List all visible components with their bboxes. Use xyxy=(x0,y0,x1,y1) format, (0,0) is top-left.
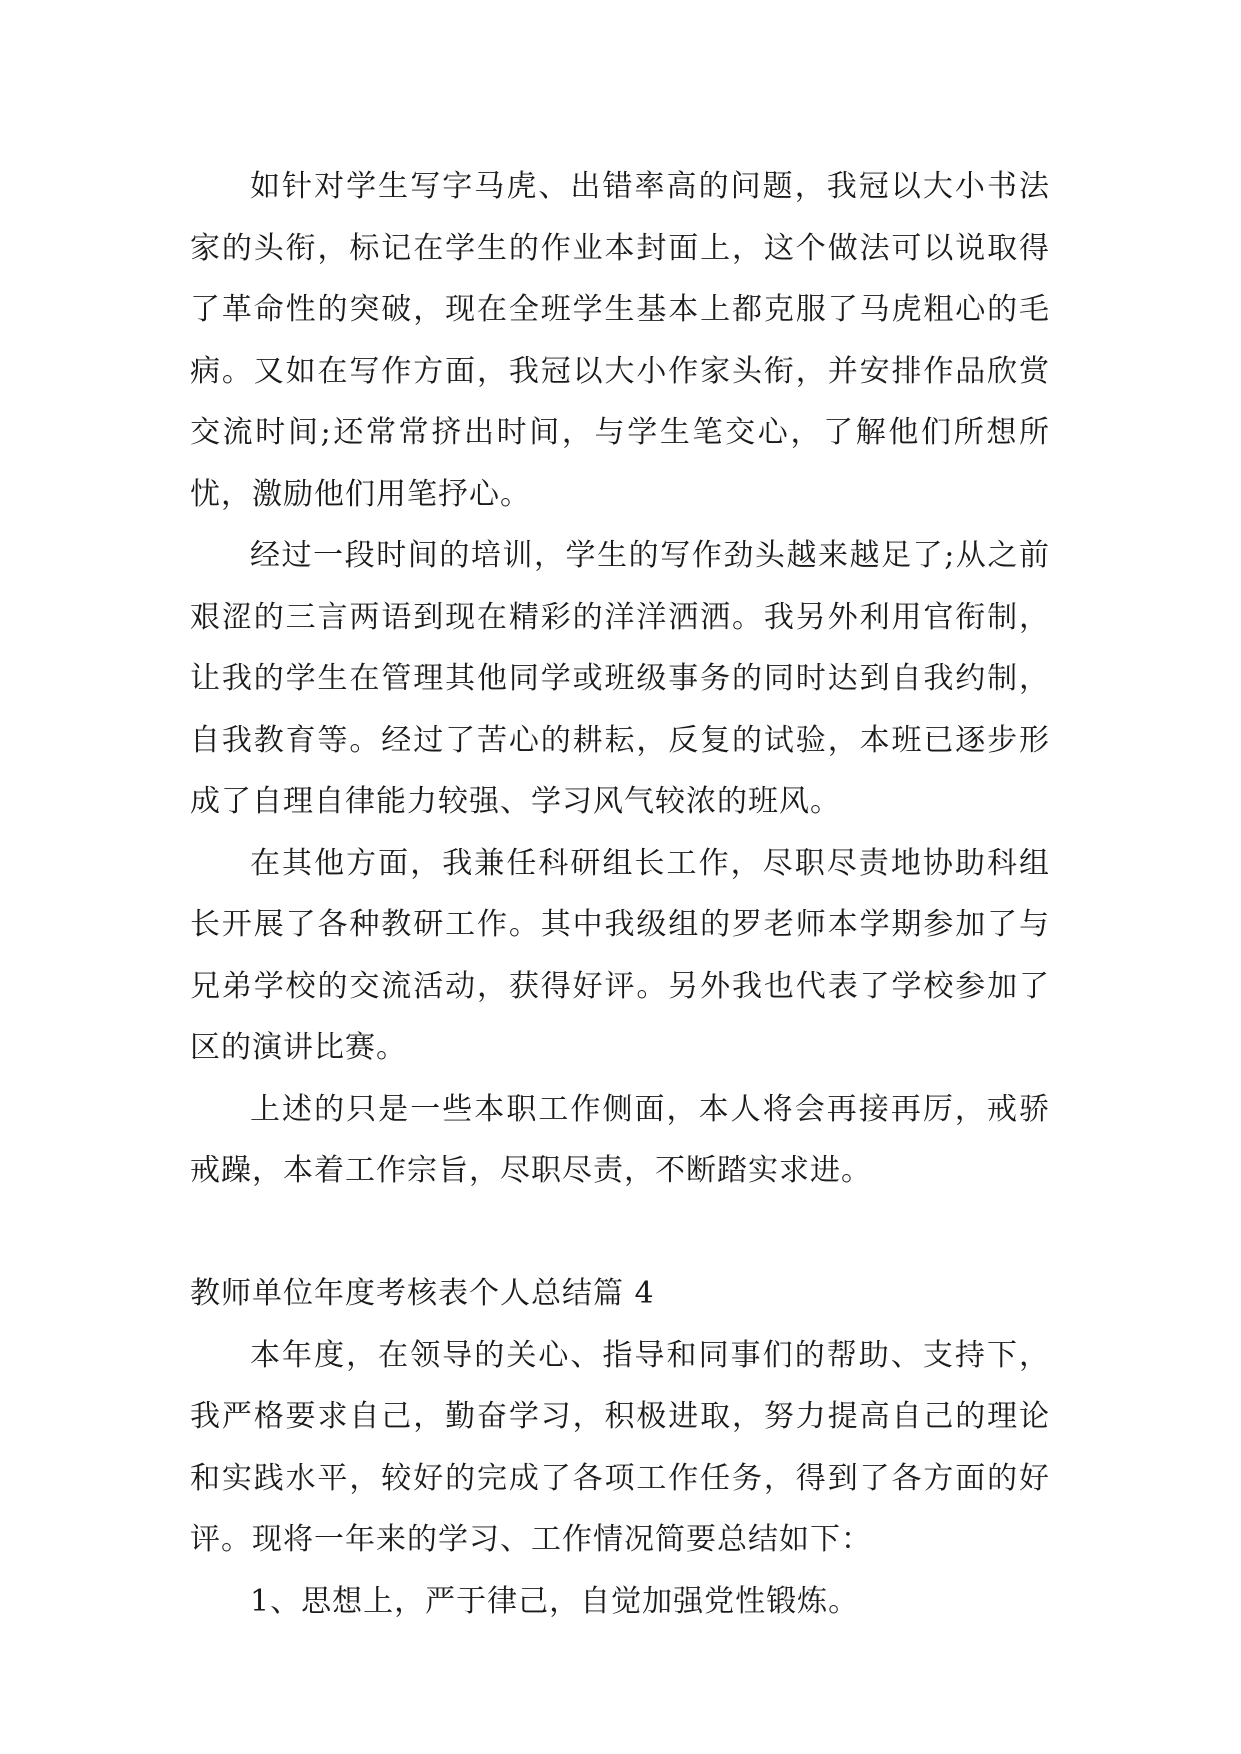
paragraph-conclusion: 上述的只是一些本职工作侧面，本人将会再接再厉，戒骄戒躁，本着工作宗旨，尽职尽责，不断踏实求进。 xyxy=(190,1091,1050,1188)
paragraph-handwriting-title: 如针对学生写字马虎、出错率高的问题，我冠以大小书法家的头衔，标记在学生的作业本封面上，这个做法可以说取得了革命性的突破，现在全班学生基本上都克服了马虎粗心的毛病。又如在写作方面，我冠以大小作家头衔，并安排作品欣赏交流时间;还常常挤出时间，与学生笔交心，了解他们所想所忧，激励他们用笔抒心。 xyxy=(190,169,1050,512)
paragraph-item-1: 1、思想上，严于律己，自觉加强党性锻炼。 xyxy=(250,1583,860,1619)
document-body xyxy=(190,156,1050,1632)
section-heading: 教师单位年度考核表个人总结篇 4 xyxy=(190,1276,655,1311)
paragraph-year-summary: 本年度，在领导的关心、指导和同事们的帮助、支持下，我严格要求自己，勤奋学习，积极进取，努力提高自己的理论和实践水平，较好的完成了各项工作任务，得到了各方面的好评。现将一年来的学习、工作情况简要总结如下： xyxy=(190,1337,1050,1557)
paragraph-other-work: 在其他方面，我兼任科研组长工作，尽职尽责地协助科组长开展了各种教研工作。其中我级组的罗老师本学期参加了与兄弟学校的交流活动，获得好评。另外我也代表了学校参加了区的演讲比赛。 xyxy=(190,845,1050,1065)
paragraph-writing-progress: 经过一段时间的培训，学生的写作劲头越来越足了;从之前艰涩的三言两语到现在精彩的洋洋洒洒。我另外利用官衔制，让我的学生在管理其他同学或班级事务的同时达到自我约制，自我教育等。经过了苦心的耕耘，反复的试验，本班已逐步形成了自理自律能力较强、学习风气较浓的班风。 xyxy=(190,538,1050,819)
